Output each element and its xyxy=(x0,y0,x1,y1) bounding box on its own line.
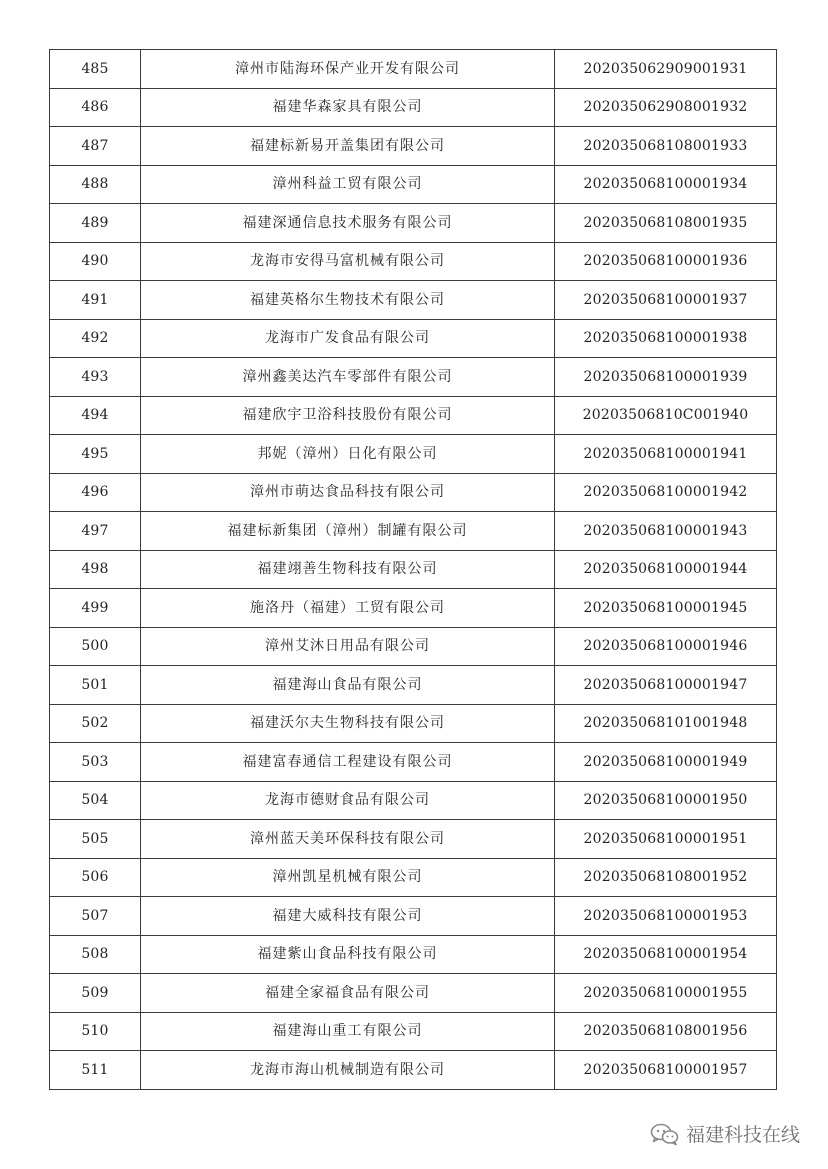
table-body xyxy=(50,50,777,1090)
row-number: 511 xyxy=(50,1051,141,1090)
row-number: 491 xyxy=(50,281,141,320)
row-number: 488 xyxy=(50,165,141,204)
registration-code: 20203506810C001940 xyxy=(555,396,777,435)
company-name: 福建华森家具有限公司 xyxy=(141,88,555,127)
table-row xyxy=(50,204,777,243)
registration-code: 202035068108001956 xyxy=(555,1012,777,1051)
company-name: 漳州艾沐日用品有限公司 xyxy=(141,627,555,666)
registration-code: 202035068108001952 xyxy=(555,858,777,897)
company-name: 漳州凯星机械有限公司 xyxy=(141,858,555,897)
row-number: 503 xyxy=(50,743,141,782)
row-number: 501 xyxy=(50,666,141,705)
registration-code: 202035068108001935 xyxy=(555,204,777,243)
company-name: 漳州科益工贸有限公司 xyxy=(141,165,555,204)
table-row xyxy=(50,319,777,358)
registration-code: 202035068101001948 xyxy=(555,704,777,743)
row-number: 499 xyxy=(50,589,141,628)
row-number: 493 xyxy=(50,358,141,397)
table-row xyxy=(50,127,777,166)
row-number: 486 xyxy=(50,88,141,127)
row-number: 509 xyxy=(50,974,141,1013)
registration-code: 202035068100001957 xyxy=(555,1051,777,1090)
table-row xyxy=(50,358,777,397)
company-name: 福建紫山食品科技有限公司 xyxy=(141,935,555,974)
row-number: 510 xyxy=(50,1012,141,1051)
company-name: 福建富春通信工程建设有限公司 xyxy=(141,743,555,782)
company-name: 邦妮（漳州）日化有限公司 xyxy=(141,435,555,474)
registration-code: 202035068100001950 xyxy=(555,781,777,820)
registration-code: 202035068100001942 xyxy=(555,473,777,512)
row-number: 494 xyxy=(50,396,141,435)
table-row xyxy=(50,435,777,474)
table-row xyxy=(50,666,777,705)
table-row xyxy=(50,396,777,435)
table-row xyxy=(50,512,777,551)
registration-code: 202035068100001934 xyxy=(555,165,777,204)
company-name: 漳州市陆海环保产业开发有限公司 xyxy=(141,50,555,89)
company-name: 福建海山食品有限公司 xyxy=(141,666,555,705)
table-row xyxy=(50,550,777,589)
registration-code: 202035068100001951 xyxy=(555,820,777,859)
table-row xyxy=(50,897,777,936)
row-number: 502 xyxy=(50,704,141,743)
registration-code: 202035068100001936 xyxy=(555,242,777,281)
table-row xyxy=(50,589,777,628)
registration-code: 202035068108001933 xyxy=(555,127,777,166)
table-row xyxy=(50,1051,777,1090)
watermark-text: 福建科技在线 xyxy=(685,1124,800,1146)
company-name: 龙海市广发食品有限公司 xyxy=(141,319,555,358)
row-number: 508 xyxy=(50,935,141,974)
table-row xyxy=(50,88,777,127)
registration-code: 202035068100001954 xyxy=(555,935,777,974)
row-number: 490 xyxy=(50,242,141,281)
table-row xyxy=(50,50,777,89)
registration-code: 202035068100001946 xyxy=(555,627,777,666)
table-row xyxy=(50,281,777,320)
table-row xyxy=(50,935,777,974)
registration-code: 202035062909001931 xyxy=(555,50,777,89)
company-name: 福建海山重工有限公司 xyxy=(141,1012,555,1051)
row-number: 495 xyxy=(50,435,141,474)
row-number: 498 xyxy=(50,550,141,589)
company-name: 福建深通信息技术服务有限公司 xyxy=(141,204,555,243)
table-row xyxy=(50,242,777,281)
company-name: 龙海市安得马富机械有限公司 xyxy=(141,242,555,281)
company-name: 福建沃尔夫生物科技有限公司 xyxy=(141,704,555,743)
company-name: 龙海市海山机械制造有限公司 xyxy=(141,1051,555,1090)
company-name: 福建欣宇卫浴科技股份有限公司 xyxy=(141,396,555,435)
row-number: 506 xyxy=(50,858,141,897)
table-row xyxy=(50,743,777,782)
company-name: 漳州市萌达食品科技有限公司 xyxy=(141,473,555,512)
registration-code: 202035068100001944 xyxy=(555,550,777,589)
row-number: 497 xyxy=(50,512,141,551)
registration-code: 202035068100001953 xyxy=(555,897,777,936)
wechat-icon xyxy=(650,1122,680,1146)
registration-code: 202035068100001947 xyxy=(555,666,777,705)
table-row xyxy=(50,627,777,666)
registration-code: 202035068100001955 xyxy=(555,974,777,1013)
company-name: 福建标新集团（漳州）制罐有限公司 xyxy=(141,512,555,551)
company-name: 福建全家福食品有限公司 xyxy=(141,974,555,1013)
table-row xyxy=(50,858,777,897)
row-number: 500 xyxy=(50,627,141,666)
row-number: 496 xyxy=(50,473,141,512)
table-row xyxy=(50,165,777,204)
row-number: 489 xyxy=(50,204,141,243)
table-row xyxy=(50,1012,777,1051)
row-number: 487 xyxy=(50,127,141,166)
company-name: 福建翊善生物科技有限公司 xyxy=(141,550,555,589)
table-row xyxy=(50,781,777,820)
row-number: 485 xyxy=(50,50,141,89)
table-row xyxy=(50,820,777,859)
row-number: 505 xyxy=(50,820,141,859)
registration-code: 202035062908001932 xyxy=(555,88,777,127)
table-row xyxy=(50,704,777,743)
row-number: 504 xyxy=(50,781,141,820)
registration-code: 202035068100001937 xyxy=(555,281,777,320)
company-name: 福建大威科技有限公司 xyxy=(141,897,555,936)
table-row xyxy=(50,473,777,512)
table-row xyxy=(50,974,777,1013)
company-name: 施洛丹（福建）工贸有限公司 xyxy=(141,589,555,628)
registration-code: 202035068100001941 xyxy=(555,435,777,474)
company-name: 福建标新易开盖集团有限公司 xyxy=(141,127,555,166)
watermark xyxy=(650,1120,800,1147)
registration-code: 202035068100001938 xyxy=(555,319,777,358)
company-name: 漳州鑫美达汽车零部件有限公司 xyxy=(141,358,555,397)
row-number: 507 xyxy=(50,897,141,936)
company-name: 龙海市德财食品有限公司 xyxy=(141,781,555,820)
registration-code: 202035068100001943 xyxy=(555,512,777,551)
registration-code: 202035068100001945 xyxy=(555,589,777,628)
company-name: 福建英格尔生物技术有限公司 xyxy=(141,281,555,320)
registration-code: 202035068100001949 xyxy=(555,743,777,782)
company-name: 漳州蓝天美环保科技有限公司 xyxy=(141,820,555,859)
company-registry-table xyxy=(49,49,777,1090)
row-number: 492 xyxy=(50,319,141,358)
registration-code: 202035068100001939 xyxy=(555,358,777,397)
